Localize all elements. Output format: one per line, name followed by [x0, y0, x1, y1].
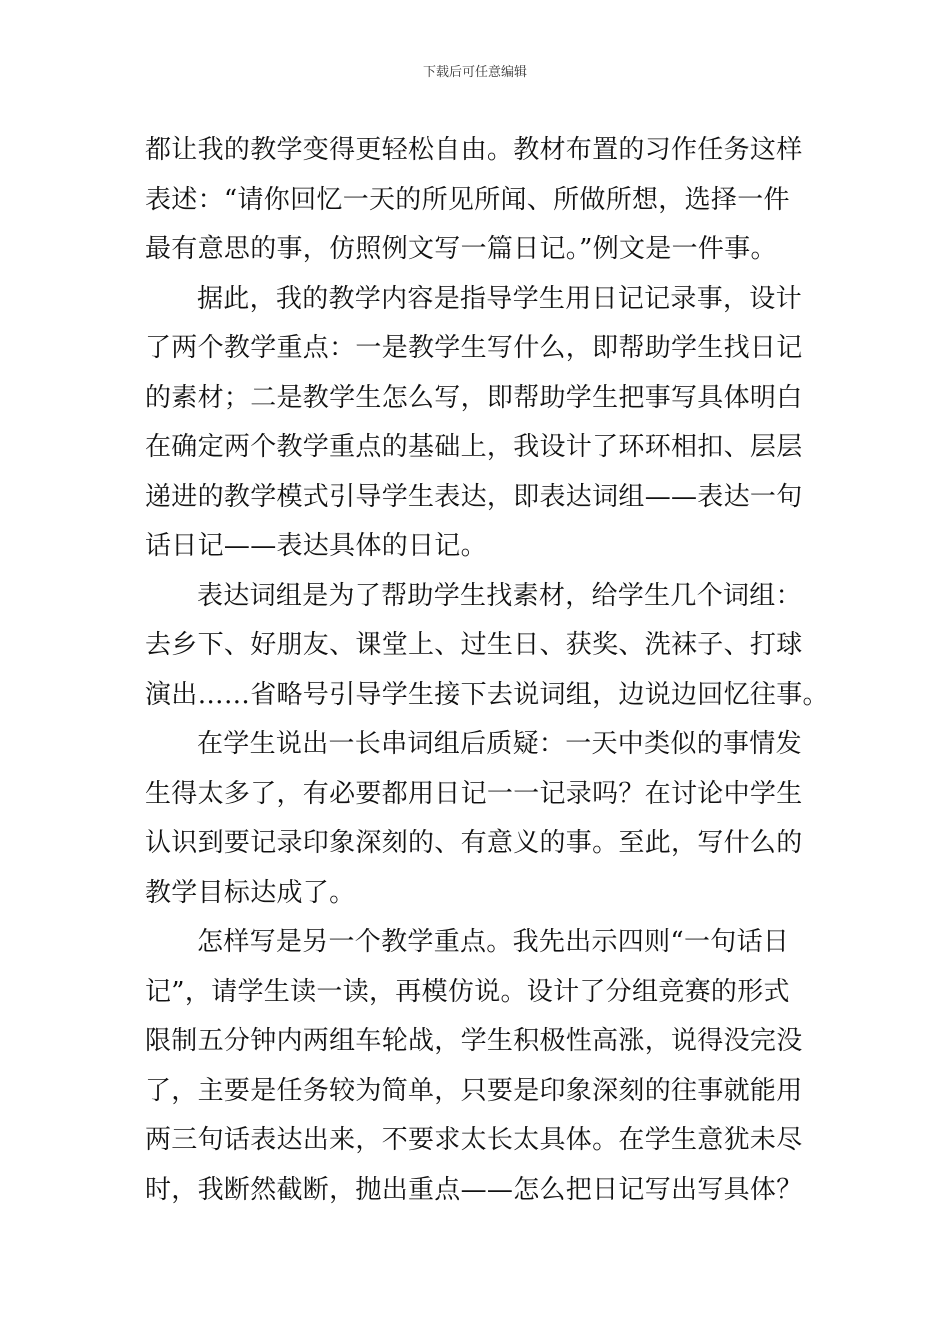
text-line: 演出……省略号引导学生接下去说词组，边说边回忆往事。 — [145, 679, 829, 710]
text-line: 教学目标达成了。 — [145, 877, 356, 908]
page-header: 下载后可任意编辑 — [422, 65, 527, 80]
text-line: 了两个教学重点：一是教学生写什么，即帮助学生找日记 — [145, 333, 803, 363]
text-line: 限制五分钟内两组车轮战，学生积极性高涨，说得没完没 — [145, 1026, 803, 1056]
text-line: 都让我的教学变得更轻松自由。教材布置的习作任务这样 — [145, 135, 803, 165]
text-line: 记”，请学生读一读，再模仿说。设计了分组竞赛的形式 — [145, 976, 790, 1007]
text-line: 话日记——表达具体的日记。 — [145, 531, 487, 561]
text-line: 最有意思的事，仿照例文写一篇日记。”例文是一件事。 — [145, 234, 777, 264]
text-line: 在确定两个教学重点的基础上，我设计了环环相扣、层层 — [145, 432, 803, 462]
text-line: 了，主要是任务较为简单，只要是印象深刻的往事就能用 — [145, 1075, 803, 1106]
paragraph-start-line: 怎样写是另一个教学重点。我先出示四则“一句话日 — [197, 927, 790, 957]
paragraph-start-line: 表达词组是为了帮助学生找素材，给学生几个词组： — [197, 580, 802, 611]
text-line: 表述：“请你回忆一天的所见所闻、所做所想，选择一件 — [145, 184, 790, 215]
text-line: 两三句话表达出来，不要求太长太具体。在学生意犹未尽 — [145, 1125, 803, 1155]
text-line: 递进的教学模式引导学生表达，即表达词组——表达一句 — [145, 481, 803, 512]
paragraph-start-line: 据此，我的教学内容是指导学生用日记记录事，设计 — [197, 283, 802, 314]
text-line: 去乡下、好朋友、课堂上、过生日、获奖、洗袜子、打球 — [145, 630, 803, 660]
text-line: 生得太多了，有必要都用日记一一记录吗？在讨论中学生 — [145, 778, 803, 809]
document-body — [145, 126, 829, 1215]
text-line: 时，我断然截断，抛出重点——怎么把日记写出写具体？ — [145, 1174, 803, 1205]
text-line: 认识到要记录印象深刻的、有意义的事。至此，写什么的 — [145, 828, 803, 858]
text-line: 的素材；二是教学生怎么写，即帮助学生把事写具体明白 — [145, 382, 803, 413]
paragraph-start-line: 在学生说出一长串词组后质疑：一天中类似的事情发 — [197, 729, 802, 759]
